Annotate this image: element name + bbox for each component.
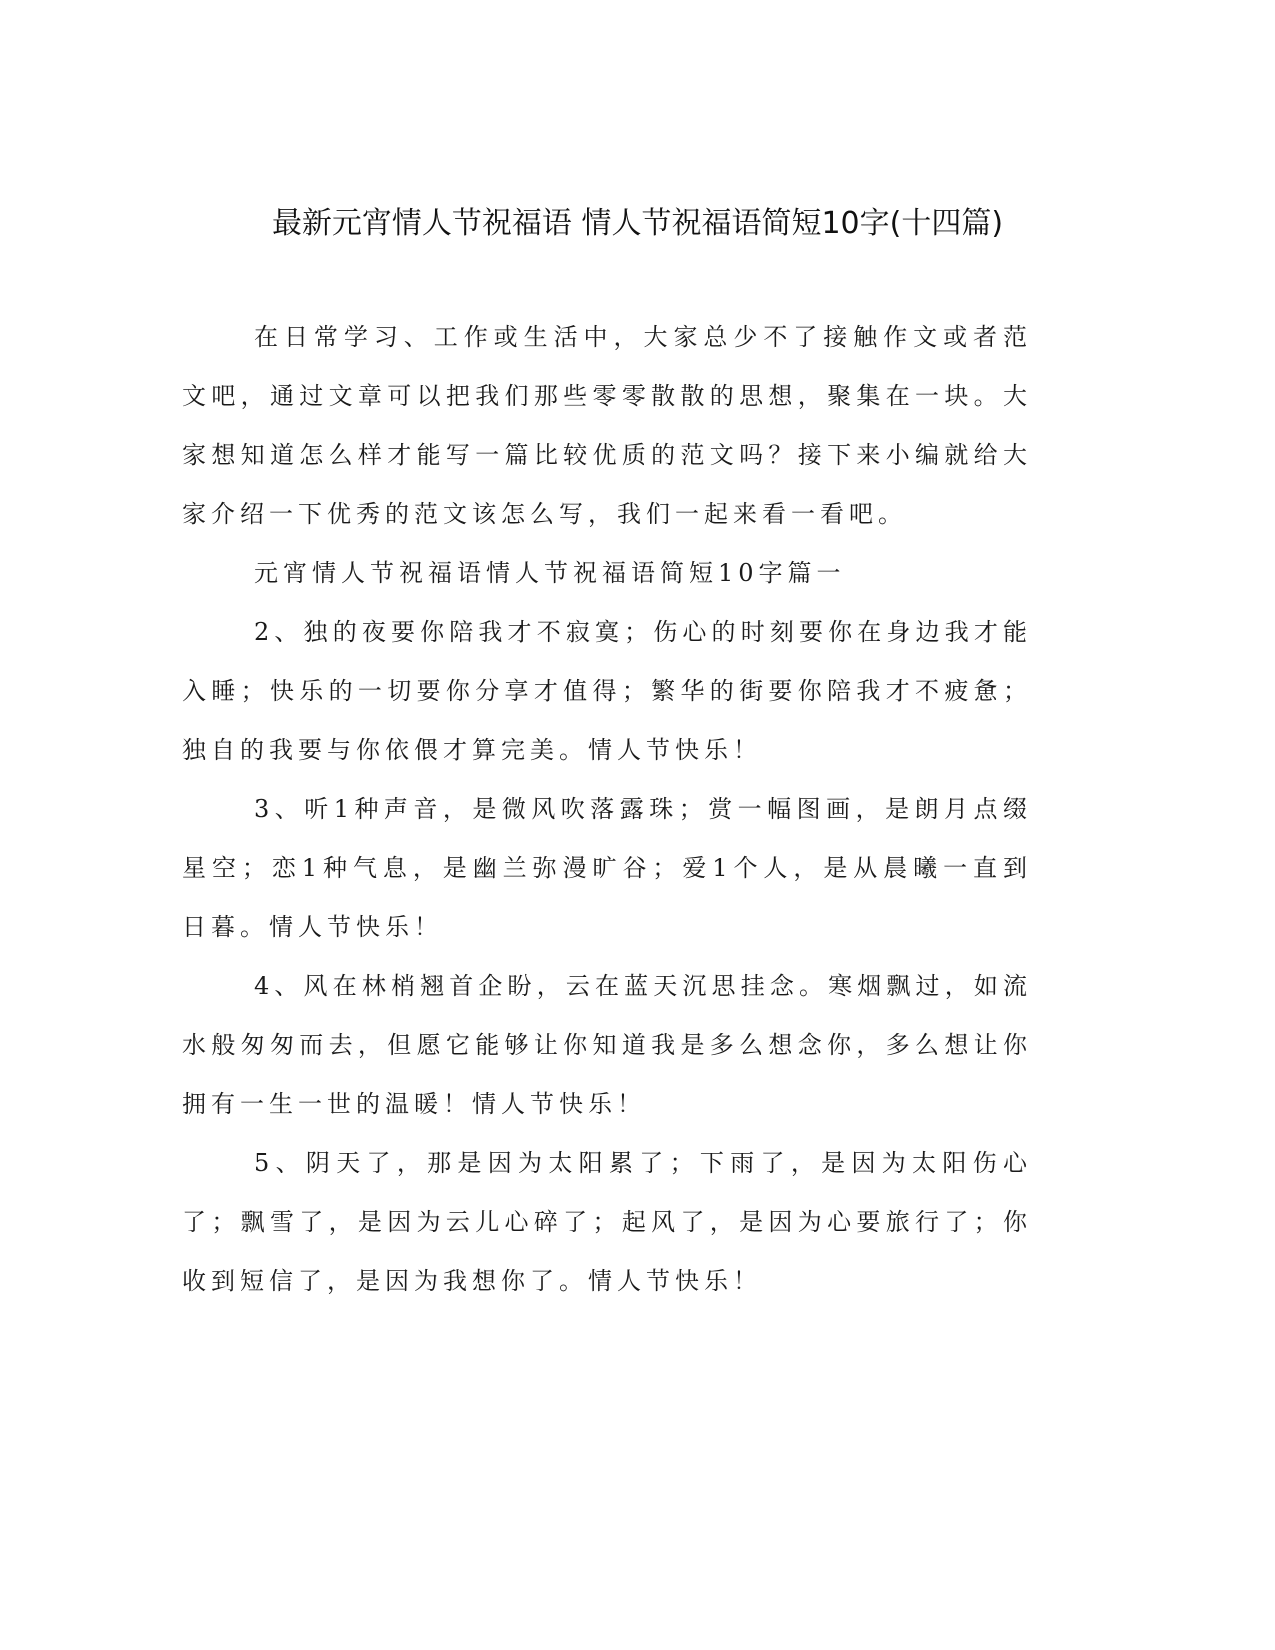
blessing-paragraph-4: 4、风在林梢翘首企盼，云在蓝天沉思挂念。寒烟飘过，如流水般匆匆而去，但愿它能够让你知道我是多么想念你，多么想让你拥有一生一世的温暖！情人节快乐！ — [182, 972, 1032, 1118]
document-body — [182, 308, 1032, 1311]
section-heading: 元宵情人节祝福语情人节祝福语简短10字篇一 — [254, 559, 846, 587]
blessing-paragraph-2: 2、独的夜要你陪我才不寂寞；伤心的时刻要你在身边我才能入睡；快乐的一切要你分享才值得；繁华的街要你陪我才不疲惫；独自的我要与你依偎才算完美。情人节快乐！ — [182, 618, 1032, 764]
document-title: 最新元宵情人节祝福语 情人节祝福语简短10字(十四篇) — [271, 206, 1004, 241]
blessing-paragraph-5: 5、阴天了，那是因为太阳累了；下雨了，是因为太阳伤心了；飘雪了，是因为云儿心碎了；起风了，是因为心要旅行了；你收到短信了，是因为我想你了。情人节快乐！ — [182, 1149, 1032, 1295]
intro-paragraph: 在日常学习、工作或生活中，大家总少不了接触作文或者范文吧，通过文章可以把我们那些零零散散的思想，聚集在一块。大家想知道怎么样才能写一篇比较优质的范文吗？接下来小编就给大家介绍一下优秀的范文该怎么写，我们一起来看一看吧。 — [182, 323, 1032, 528]
blessing-paragraph-3: 3、听1种声音，是微风吹落露珠；赏一幅图画，是朗月点缀星空；恋1种气息，是幽兰弥漫旷谷；爱1个人，是从晨曦一直到日暮。情人节快乐！ — [182, 795, 1032, 941]
